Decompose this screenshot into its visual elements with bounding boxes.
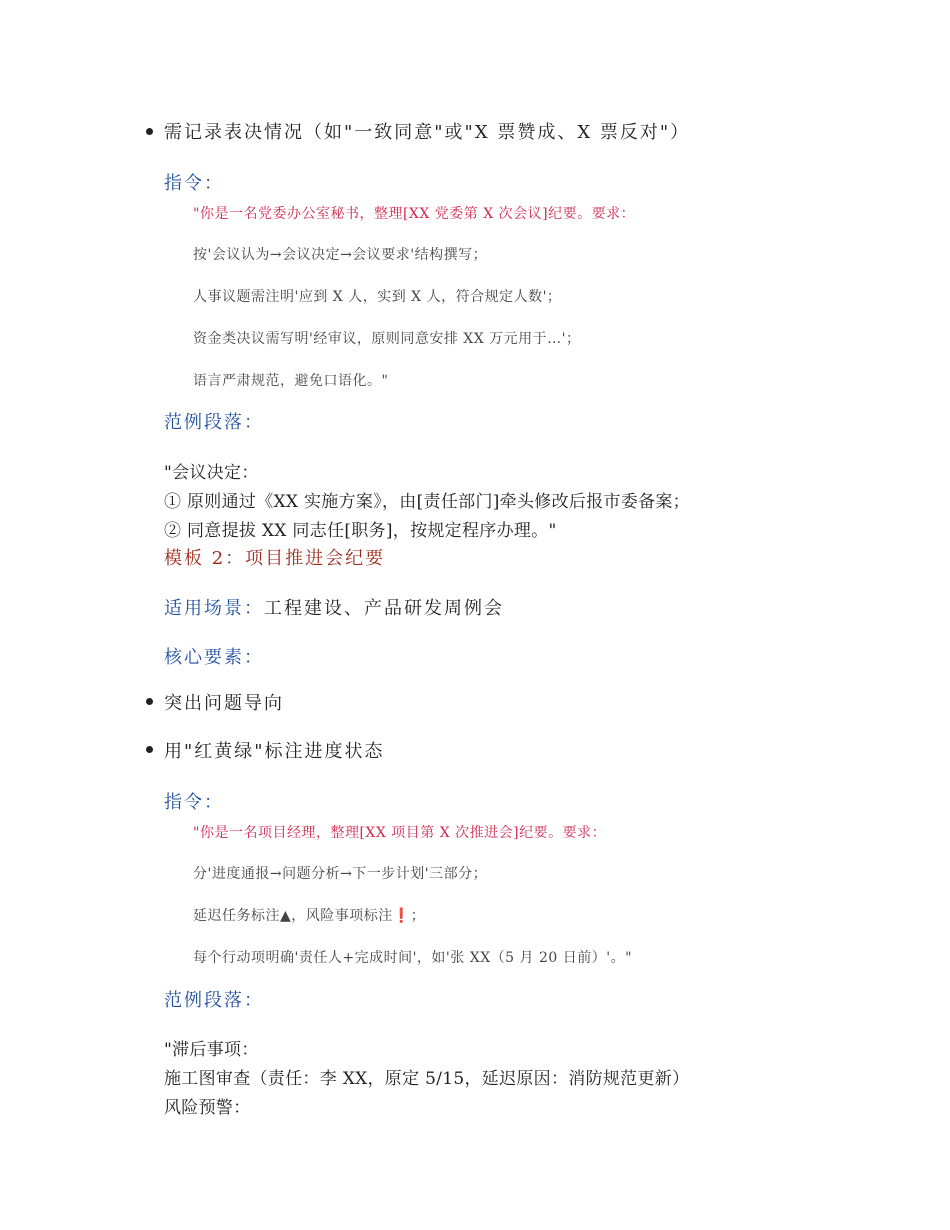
instruction-line: "你是一名党委办公室秘书，整理[XX 党委第 X 次会议]纪要。要求：: [193, 206, 636, 222]
example-line: "滞后事项：: [164, 1040, 259, 1060]
instruction-label: 指令：: [164, 792, 224, 813]
instruction-line: 分'进度通报→问题分析→下一步计划'三部分；: [193, 866, 488, 882]
example-line: ② 同意提拔 XX 同志任[职务]，按规定程序办理。": [164, 521, 557, 541]
core-label: 核心要素：: [164, 647, 264, 668]
example-line: "会议决定：: [164, 463, 259, 483]
bullet-dot: [146, 128, 153, 135]
instruction-line: 人事议题需注明'应到 X 人，实到 X 人，符合规定人数'；: [193, 289, 562, 305]
instruction-line: "你是一名项目经理，整理[XX 项目第 X 次推进会]纪要。要求：: [193, 825, 607, 841]
instruction-line: 按'会议认为→会议决定→会议要求'结构撰写；: [193, 247, 488, 263]
bullet-item-voting: 需记录表决情况（如"一致同意"或"X 票赞成、X 票反对"）: [164, 122, 691, 143]
instruction-line: 语言严肃规范，避免口语化。": [193, 373, 389, 389]
bullet-item: 突出问题导向: [164, 693, 284, 714]
example-label: 范例段落：: [164, 990, 264, 1011]
bullet-dot: [146, 698, 153, 705]
example-line: 风险预警：: [164, 1098, 251, 1118]
example-line: ① 原则通过《XX 实施方案》，由[责任部门]牵头修改后报市委备案；: [164, 492, 690, 512]
example-line: 施工图审查（责任：李 XX，原定 5/15，延迟原因：消防规范更新）: [164, 1069, 690, 1089]
instruction-line: 每个行动项明确'责任人+完成时间'，如'张 XX（5 月 20 日前）'。": [193, 950, 633, 966]
scene-row: [164, 594, 504, 620]
scene-value: 工程建设、产品研发周例会: [264, 598, 504, 619]
instruction-line: 资金类决议需写明'经审议，原则同意安排 XX 万元用于…'；: [193, 331, 581, 347]
scene-label: 适用场景：: [164, 598, 264, 619]
bullet-item: 用"红黄绿"标注进度状态: [164, 741, 385, 762]
instruction-label: 指令：: [164, 173, 224, 194]
bullet-dot: [146, 746, 153, 753]
instruction-line: 延迟任务标注▲，风险事项标注❗；: [193, 908, 426, 924]
example-label: 范例段落：: [164, 412, 264, 433]
template-2-title: 模板 2：项目推进会纪要: [164, 548, 386, 569]
